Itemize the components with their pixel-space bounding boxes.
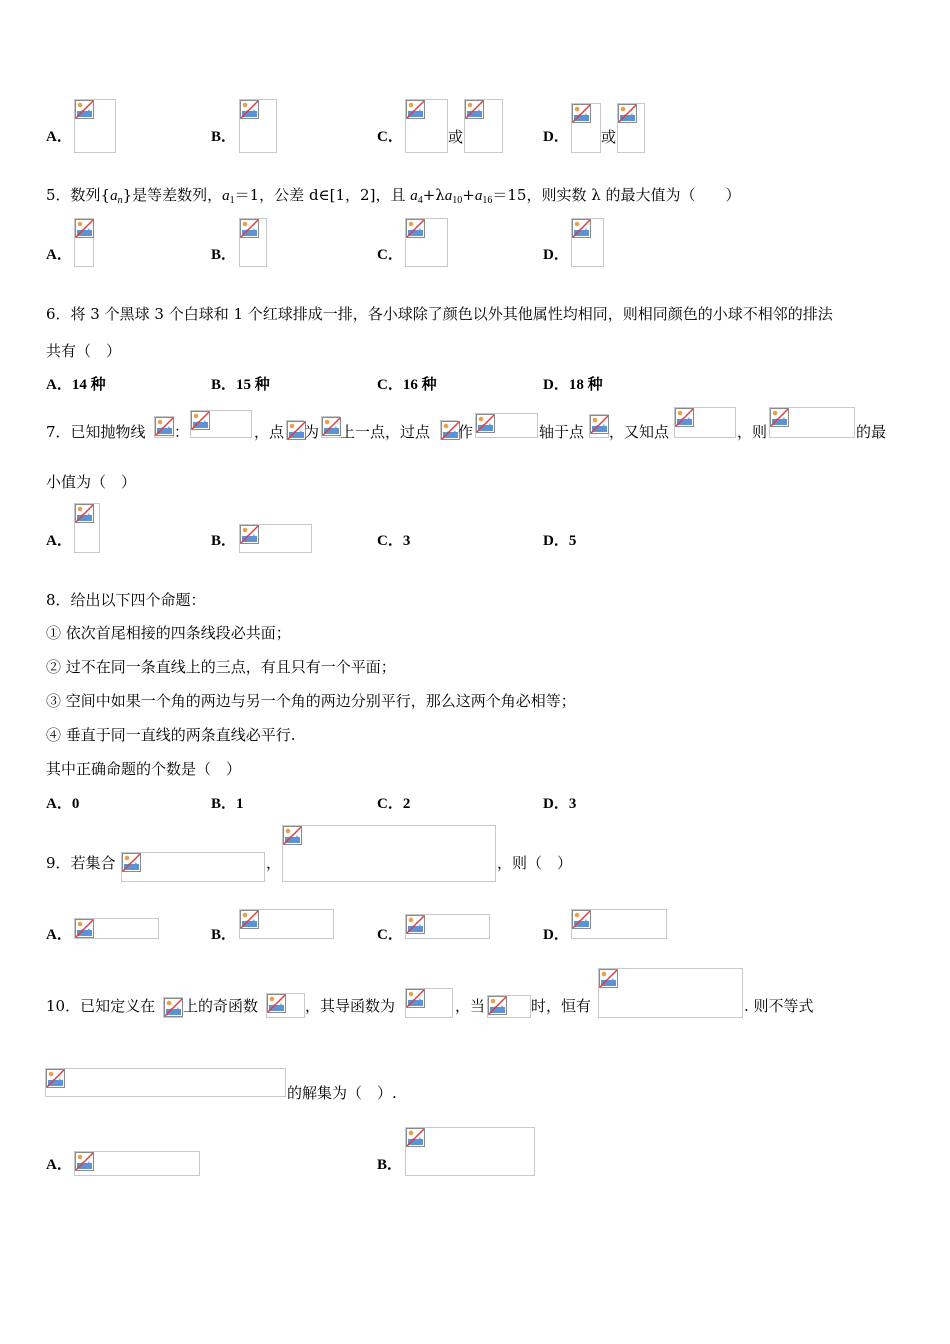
broken-image-icon <box>191 411 210 430</box>
broken-image-icon <box>75 504 94 523</box>
q7-formula-image-8 <box>674 407 736 438</box>
q9-option-c-formula-image <box>405 914 490 939</box>
q9-text-2: ， <box>266 854 282 872</box>
broken-image-icon <box>572 104 591 123</box>
q8-option-c: C．2 <box>377 796 411 812</box>
q5-option-a-formula-image <box>74 218 94 267</box>
q7-formula-image-1 <box>154 416 174 438</box>
broken-image-icon <box>675 408 694 427</box>
q7-text-1: 7．已知抛物线 <box>46 423 146 441</box>
broken-image-icon <box>267 994 286 1013</box>
q9-text-1: 9．若集合 <box>46 854 116 872</box>
broken-image-icon <box>75 1152 94 1171</box>
q7-option-d: D．5 <box>543 533 577 549</box>
q10-formula-image-5 <box>598 968 743 1018</box>
q7-text-8: ，又知点 <box>609 423 670 441</box>
q9-option-d-formula-image <box>571 909 667 939</box>
q7-formula-image-5 <box>440 420 458 440</box>
q9-formula-image-set-a <box>121 852 265 882</box>
broken-image-icon <box>240 219 259 238</box>
q4-option-a-label: A． <box>46 129 72 145</box>
q10-text-4: ，当 <box>455 997 486 1015</box>
q6-stem-line-2: 共有（ ） <box>46 342 122 360</box>
q10-option-b-formula-image <box>405 1127 535 1176</box>
broken-image-icon <box>572 910 591 929</box>
q10-option-b-label: B． <box>377 1157 403 1173</box>
q6-option-a: A．14 种 <box>46 377 106 393</box>
q10-text-1: 10．已知定义在 <box>46 997 156 1015</box>
broken-image-icon <box>75 919 94 938</box>
broken-image-icon <box>155 417 174 436</box>
q4-option-c-or: 或 <box>448 128 464 146</box>
q10-text-2: 上的奇函数 <box>183 997 259 1015</box>
q6-option-b: B．15 种 <box>211 377 270 393</box>
q7-text-6: 作 <box>458 423 474 441</box>
broken-image-icon <box>572 219 591 238</box>
broken-image-icon <box>406 915 425 934</box>
q5-option-d-formula-image <box>571 218 604 267</box>
broken-image-icon <box>240 525 259 544</box>
q9-text-3: ，则（ ） <box>497 854 573 872</box>
broken-image-icon <box>283 826 302 845</box>
q4-option-a-formula-image <box>74 99 116 153</box>
q8-stem: 8．给出以下四个命题： <box>46 591 206 609</box>
q8-option-d: D．3 <box>543 796 577 812</box>
q4-option-d-formula-image-2 <box>617 103 645 153</box>
q4-option-c-label: C． <box>377 129 403 145</box>
q7-text-4: 为 <box>304 423 320 441</box>
q6-option-d: D．18 种 <box>543 377 603 393</box>
q7-option-b-formula-image <box>239 524 312 553</box>
q10-option-a-label: A． <box>46 1157 72 1173</box>
q7-formula-image-3 <box>286 420 304 440</box>
q7-option-c: C．3 <box>377 533 411 549</box>
q10-formula-image-1 <box>163 997 183 1018</box>
q10-text-7: 的解集为（ ）. <box>287 1084 397 1102</box>
q8-proposition-1: ① 依次首尾相接的四条线段必共面； <box>46 624 291 642</box>
broken-image-icon <box>122 853 141 872</box>
q4-option-d-or: 或 <box>601 128 617 146</box>
q4-option-d-label: D． <box>543 129 569 145</box>
q5-stem: 5．数列$\{a_n\}$是等差数列，$a_1=1$，公差 d∈[1，2]，且 $a_4+\lambda a_{10}+a_{16}=15$，则实数 λ 的最大值为（ ） <box>46 186 741 206</box>
q5-option-c-formula-image <box>405 218 448 267</box>
q8-proposition-4: ④ 垂直于同一直线的两条直线必平行. <box>46 726 296 744</box>
broken-image-icon <box>590 415 609 434</box>
broken-image-icon <box>488 996 507 1015</box>
q5-option-b-label: B． <box>211 247 237 263</box>
q7-text-2: ： <box>174 423 190 441</box>
broken-image-icon <box>406 989 425 1008</box>
broken-image-icon <box>618 104 637 123</box>
q9-option-b-formula-image <box>239 909 334 939</box>
q8-option-a: A．0 <box>46 796 80 812</box>
q4-option-c-formula-image-2 <box>464 99 503 153</box>
q9-option-b-label: B． <box>211 927 237 943</box>
q7-option-a-label: A． <box>46 533 72 549</box>
q10-text-3: ，其导函数为 <box>305 997 396 1015</box>
q10-formula-image-inequality <box>45 1068 286 1097</box>
broken-image-icon <box>240 910 259 929</box>
q9-option-a-label: A． <box>46 927 72 943</box>
broken-image-icon <box>770 408 789 427</box>
q4-option-c-formula-image-1 <box>405 99 448 153</box>
q7-text-5: 上一点，过点 <box>340 423 431 441</box>
q10-text-5: 时，恒有 <box>531 997 592 1015</box>
q10-text-6: . 则不等式 <box>744 997 814 1015</box>
broken-image-icon <box>75 219 94 238</box>
q7-text-7: 轴于点 <box>539 423 585 441</box>
q10-option-a-formula-image <box>74 1151 200 1176</box>
q8-option-b: B．1 <box>211 796 244 812</box>
broken-image-icon <box>599 969 618 988</box>
q6-stem-line-1: 6．将 3 个黑球 3 个白球和 1 个红球排成一排，各小球除了颜色以外其他属性均相同，则相同颜色的小球不相邻的排法 <box>46 305 833 323</box>
broken-image-icon <box>164 998 183 1017</box>
q5-option-d-label: D． <box>543 247 569 263</box>
q8-ask: 其中正确命题的个数是（ ） <box>46 760 242 778</box>
broken-image-icon <box>406 1128 425 1147</box>
q7-option-b-label: B． <box>211 533 237 549</box>
q4-option-d-formula-image-1 <box>571 103 601 153</box>
q7-option-a-formula-image <box>74 503 100 553</box>
q9-option-c-label: C． <box>377 927 403 943</box>
broken-image-icon <box>406 219 425 238</box>
q7-stem-line-2: 小值为（ ） <box>46 473 137 491</box>
q10-formula-image-2 <box>266 993 305 1018</box>
q10-formula-image-4 <box>487 995 531 1018</box>
broken-image-icon <box>46 1069 65 1088</box>
q7-formula-image-6 <box>475 413 538 438</box>
q5-option-c-label: C． <box>377 247 403 263</box>
q9-formula-image-set-b <box>282 825 496 882</box>
q7-formula-image-7 <box>589 414 609 438</box>
q7-text-9: ，则 <box>737 423 768 441</box>
q10-formula-image-3 <box>405 988 453 1018</box>
q8-proposition-3: ③ 空间中如果一个角的两边与另一个角的两边分别平行，那么这两个角必相等； <box>46 692 576 710</box>
q9-option-a-formula-image <box>74 918 159 939</box>
broken-image-icon <box>322 417 341 436</box>
q5-option-b-formula-image <box>239 218 267 267</box>
q7-formula-image-9 <box>769 407 855 438</box>
q7-text-3: ，点 <box>254 423 285 441</box>
q7-text-10: 的最 <box>856 423 887 441</box>
q5-option-a-label: A． <box>46 247 72 263</box>
q8-proposition-2: ② 过不在同一条直线上的三点，有且只有一个平面； <box>46 658 396 676</box>
q7-formula-image-4 <box>321 416 340 438</box>
q4-option-b-formula-image <box>239 99 277 153</box>
broken-image-icon <box>240 100 259 119</box>
q4-option-b-label: B． <box>211 129 237 145</box>
q9-option-d-label: D． <box>543 927 569 943</box>
broken-image-icon <box>75 100 94 119</box>
q7-formula-image-2 <box>190 410 252 438</box>
broken-image-icon <box>406 100 425 119</box>
q6-option-c: C．16 种 <box>377 377 437 393</box>
broken-image-icon <box>465 100 484 119</box>
broken-image-icon <box>476 414 495 433</box>
